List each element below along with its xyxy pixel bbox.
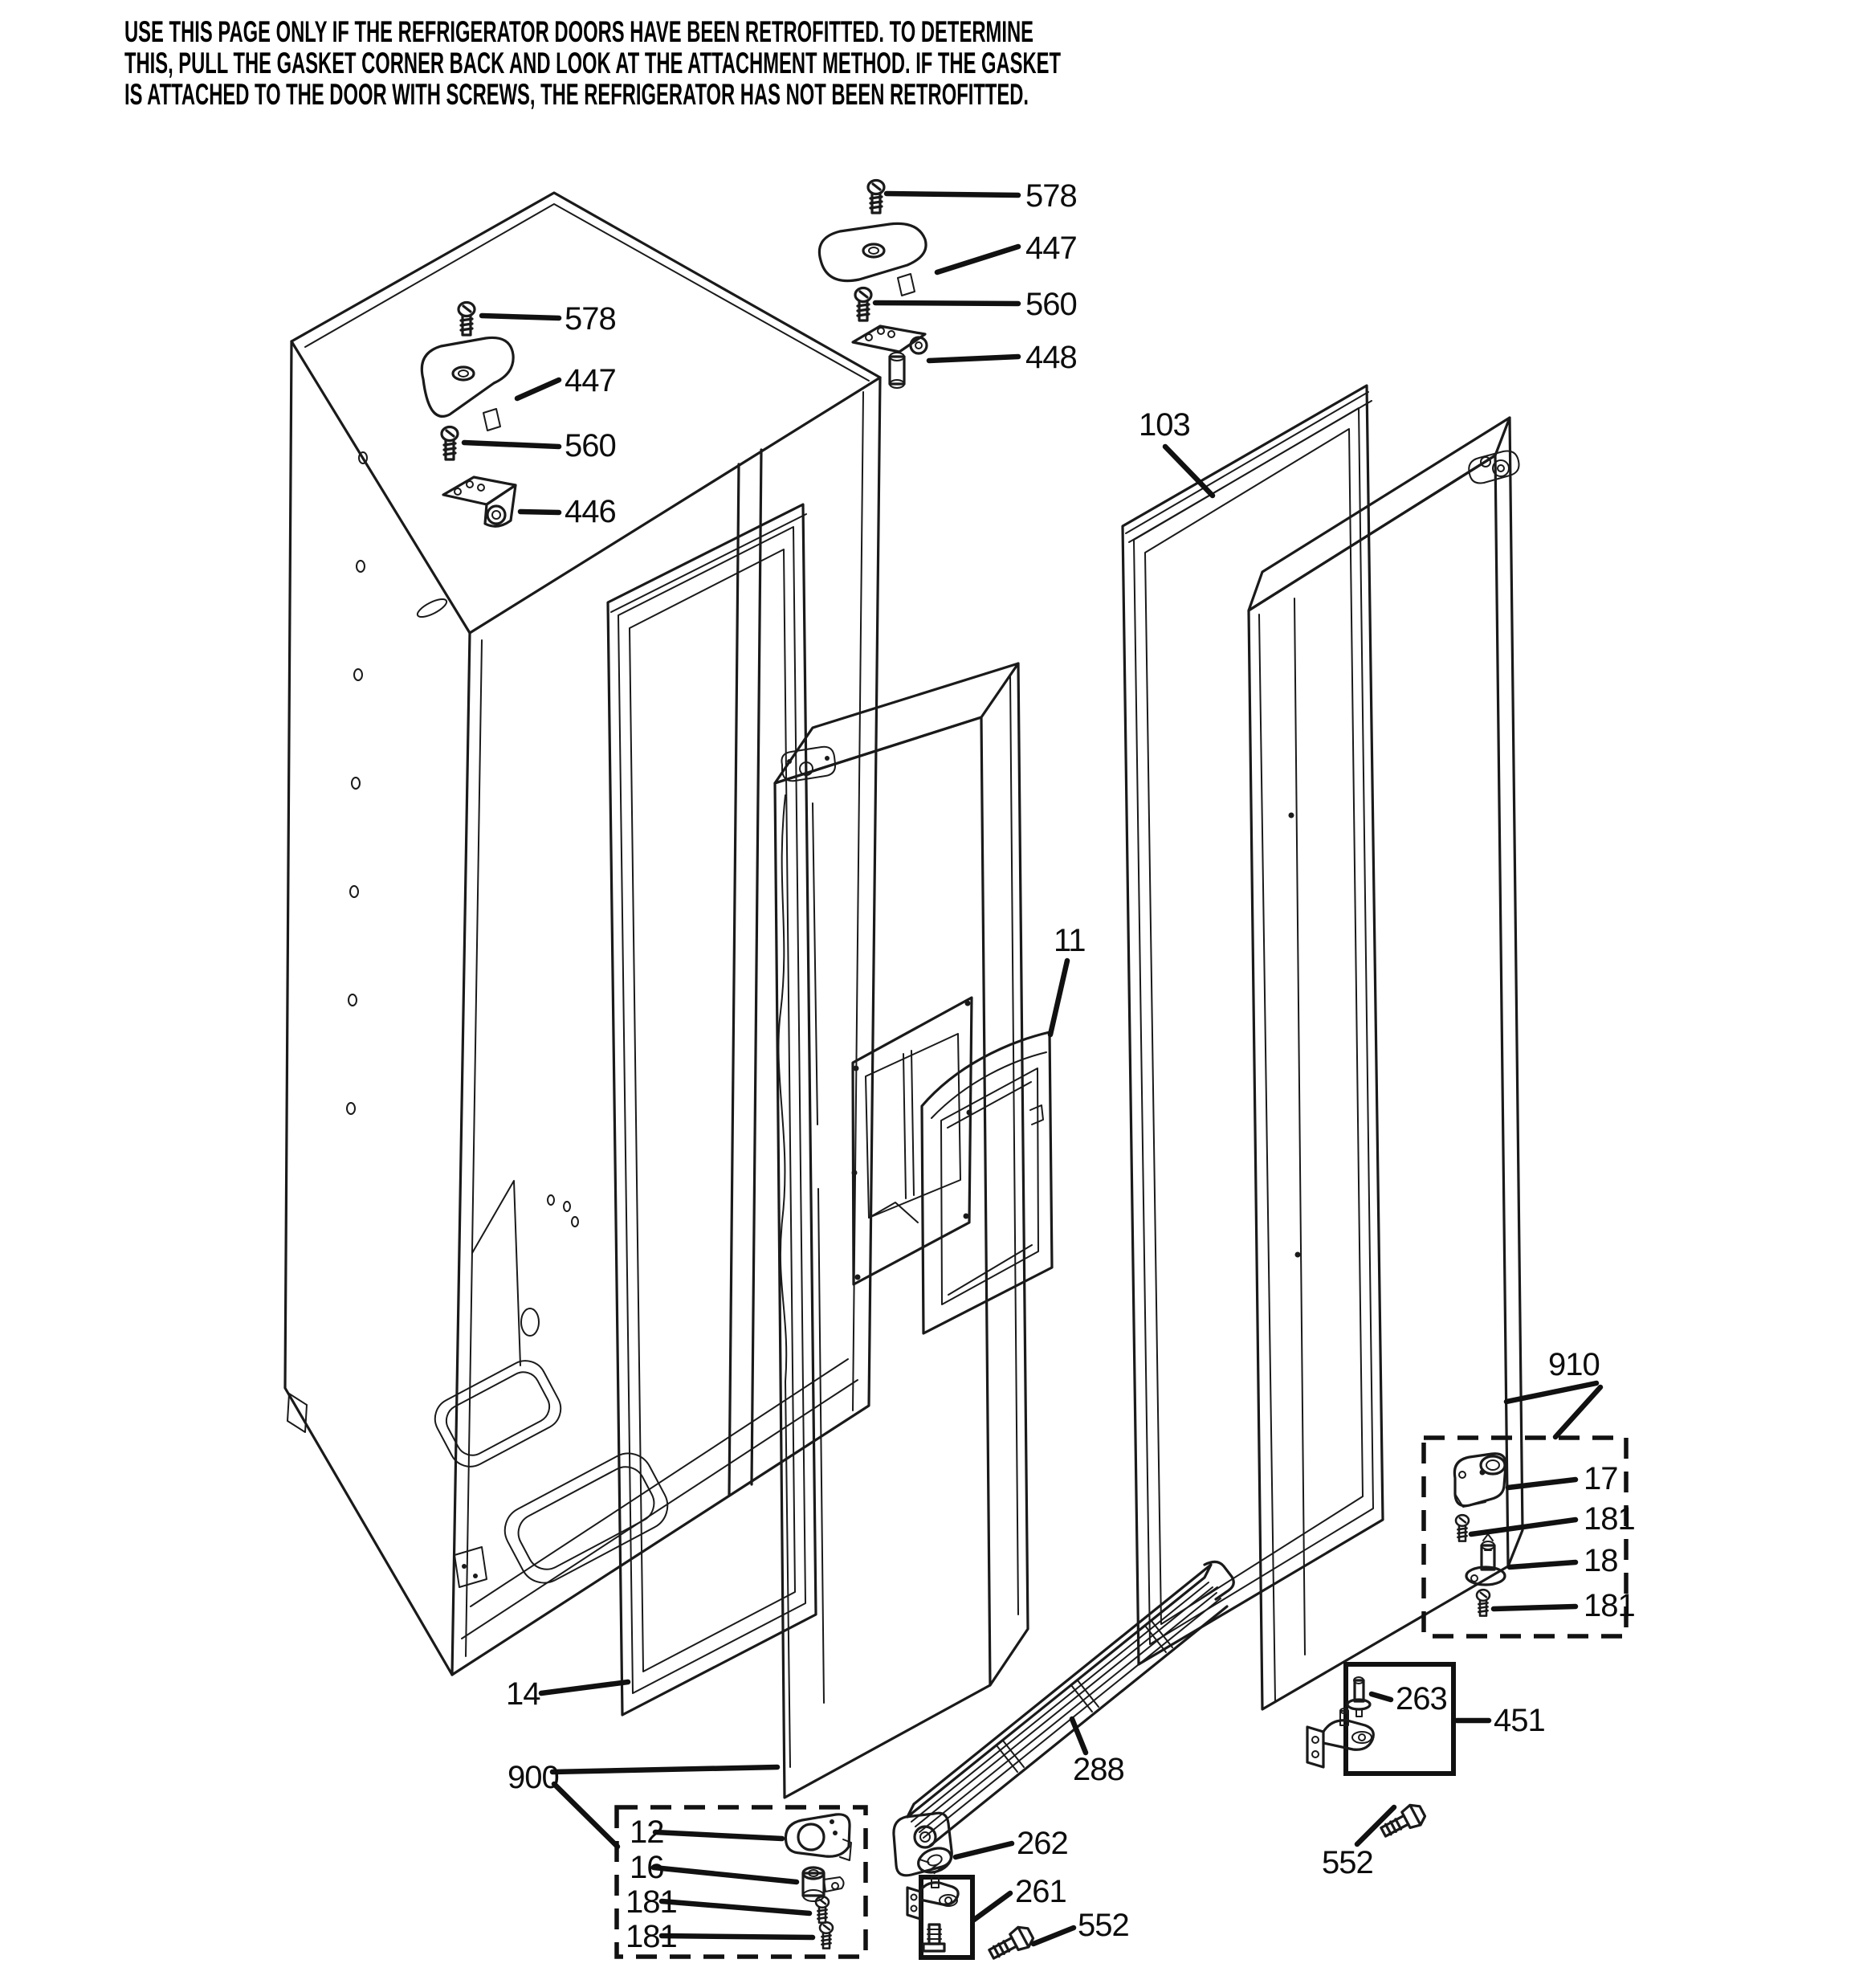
leader-552-center xyxy=(1033,1928,1074,1944)
leader-448 xyxy=(929,357,1018,361)
label-181-b: 181 xyxy=(1584,1588,1635,1623)
leader-900-a xyxy=(552,1767,777,1772)
leader-261 xyxy=(974,1893,1010,1920)
hinge-446-icon xyxy=(443,477,516,526)
top-right-hinge-parts xyxy=(819,181,927,389)
leader-288 xyxy=(1072,1719,1086,1753)
label-560-left: 560 xyxy=(565,428,616,463)
label-560-right: 560 xyxy=(1025,287,1077,322)
bracket-451-icon xyxy=(1307,1708,1373,1767)
leader-552-right xyxy=(1357,1807,1394,1844)
leader-181-c xyxy=(662,1901,809,1913)
fresh-food-door xyxy=(1249,418,1523,1709)
header-line-1: USE THIS PAGE ONLY IF THE REFRIGERATOR DOORS HAVE BEEN RETROFITTED. TO DETERMINE xyxy=(124,15,1033,48)
bolt-552-right-icon xyxy=(1378,1802,1428,1843)
label-552-right: 552 xyxy=(1322,1845,1373,1880)
left-panel-holes xyxy=(347,452,367,1114)
bracket-17-icon xyxy=(1454,1454,1506,1507)
leader-17 xyxy=(1508,1480,1576,1488)
leader-578-left xyxy=(482,316,559,318)
header-line-3: IS ATTACHED TO THE DOOR WITH SCREWS, THE REFRIGERATOR HAS NOT BEEN RETROFITTED. xyxy=(124,78,1029,111)
hinge-cover-447-right-icon xyxy=(819,223,926,296)
screw-181-a-icon xyxy=(1456,1515,1469,1541)
screw-560-right-icon xyxy=(855,288,871,321)
leader-181-b xyxy=(1494,1606,1576,1609)
label-263: 263 xyxy=(1396,1681,1447,1717)
freezer-door-gasket xyxy=(608,504,816,1715)
label-14: 14 xyxy=(506,1676,540,1712)
freezer-door xyxy=(775,663,1028,1798)
label-578-right: 578 xyxy=(1025,178,1077,214)
label-16: 16 xyxy=(630,1850,664,1885)
header-line-2: THIS, PULL THE GASKET CORNER BACK AND LOOK AT THE ATTACHMENT METHOD. IF THE GASKET xyxy=(124,47,1062,80)
header-note xyxy=(124,15,1061,111)
kit-261-box xyxy=(921,1877,972,1957)
label-181-c: 181 xyxy=(626,1884,677,1920)
screw-181-d-icon xyxy=(820,1922,833,1948)
leader-900-b xyxy=(554,1784,618,1847)
leader-11 xyxy=(1050,961,1067,1035)
leader-447-left xyxy=(517,380,559,398)
bracket-12-icon xyxy=(785,1815,851,1860)
label-447-left: 447 xyxy=(565,363,616,398)
top-left-hinge-parts xyxy=(422,303,516,527)
label-181-d: 181 xyxy=(626,1919,677,1954)
leader-560-right xyxy=(875,303,1018,304)
label-181-a: 181 xyxy=(1584,1501,1635,1537)
screw-560-left-icon xyxy=(442,427,458,460)
label-11: 11 xyxy=(1054,923,1086,958)
leader-181-d xyxy=(662,1936,813,1937)
bolt-552-center-icon xyxy=(986,1924,1036,1965)
label-261: 261 xyxy=(1015,1874,1066,1909)
label-12: 12 xyxy=(630,1815,664,1850)
label-288: 288 xyxy=(1073,1752,1124,1787)
label-446: 446 xyxy=(565,494,616,529)
hinge-pin-18-icon xyxy=(1466,1534,1505,1585)
label-17: 17 xyxy=(1584,1461,1618,1496)
leader-16 xyxy=(654,1868,797,1882)
label-18: 18 xyxy=(1584,1543,1618,1578)
screw-181-b-icon xyxy=(1477,1590,1490,1615)
screw-578-left-icon xyxy=(459,303,475,336)
label-910: 910 xyxy=(1548,1347,1600,1382)
label-552-center: 552 xyxy=(1078,1908,1129,1943)
label-448: 448 xyxy=(1025,340,1077,375)
leader-578-right xyxy=(887,194,1018,195)
leader-14 xyxy=(541,1682,628,1693)
label-447-right: 447 xyxy=(1025,231,1077,266)
leader-263 xyxy=(1372,1694,1391,1700)
cabinet-drawing xyxy=(285,193,880,1675)
hinge-cover-447-left-icon xyxy=(422,337,513,431)
leader-447-right xyxy=(937,247,1018,272)
label-900: 900 xyxy=(508,1760,559,1795)
label-578-left: 578 xyxy=(565,301,616,337)
pin-263-icon xyxy=(1347,1677,1370,1717)
label-451: 451 xyxy=(1494,1703,1545,1738)
label-262: 262 xyxy=(1017,1826,1068,1861)
screw-578-right-icon xyxy=(868,181,884,214)
bracket-261-icon xyxy=(907,1876,958,1951)
leader-560-left xyxy=(464,443,559,447)
leader-12 xyxy=(655,1832,782,1839)
leader-262 xyxy=(956,1843,1012,1857)
label-103: 103 xyxy=(1139,407,1190,443)
leader-18 xyxy=(1510,1562,1576,1567)
leader-910-b xyxy=(1555,1387,1600,1437)
